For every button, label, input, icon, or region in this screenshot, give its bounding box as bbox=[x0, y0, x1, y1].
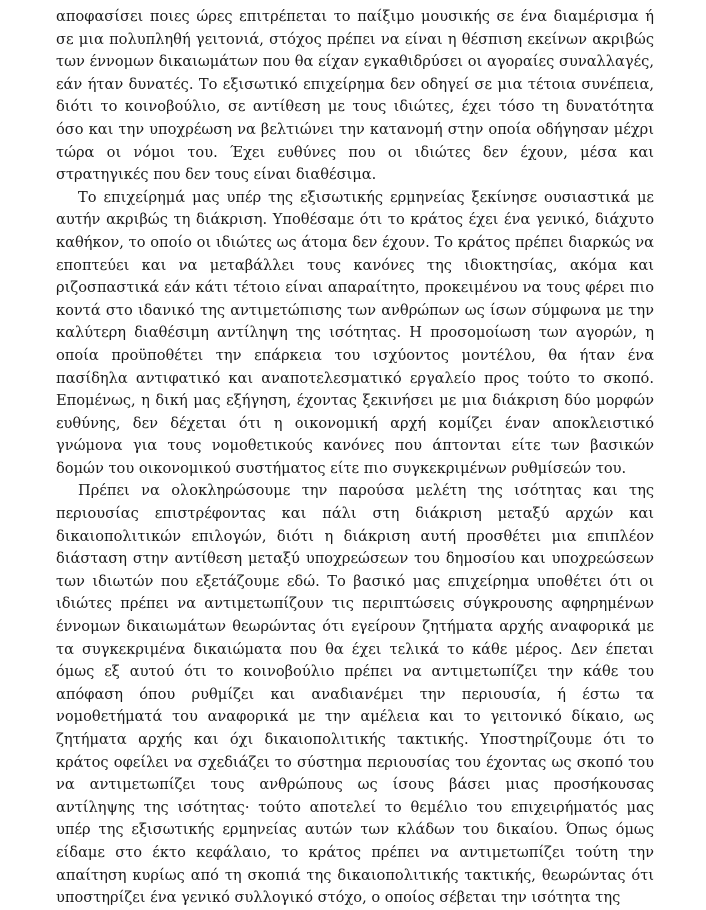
document-page bbox=[56, 6, 654, 910]
paragraph-continuation: αποφασίσει ποιες ώρες επιτρέπεται το παίξιμο μουσικής σε ένα διαμέρισμα ή σε μια πολυπληθή γειτονιά, στόχος πρέπει να είναι η θέσπιση εκείνων ακριβώς των έννομων δικαιωμάτων που θα είχαν εγκαθιδρύσει οι αγοραίες συναλλαγές, εάν ήταν δυνατές. Το εξισωτικό επιχείρημα δεν οδηγεί σε μια τέτοια συνέπεια, διότι το κοινοβούλιο, σε αντίθεση με τους ιδιώτες, έχει τόσο τη δυνατότητα όσο και την υποχρέωση να βελτιώνει την κατανομή στην οποία οδήγησαν μέχρι τώρα οι νόμοι του. Έχει ευθύνες που οι ιδιώτες δεν έχουν, μέσα και στρατηγικές που δεν τους είναι διαθέσιμα. bbox=[56, 8, 654, 184]
paragraph-argument: Το επιχείρημά μας υπέρ της εξισωτικής ερμηνείας ξεκίνησε ουσιαστικά με αυτήν ακριβώς τη διάκριση. Υποθέσαμε ότι το κράτος έχει ένα γενικό, διάχυτο καθήκον, το οποίο οι ιδιώτες ως άτομα δεν έχουν. Το κράτος πρέπει διαρκώς να εποπτεύει και να μεταβάλλει τους κανόνες της ιδιοκτησίας, ακόμα και ριζοσπαστικά εάν κάτι τέτοιο είναι απαραίτητο, προκειμένου να τους φέρει πιο κοντά στο ιδανικό της αντιμετώπισης των ανθρώπων ως ίσων σύμφωνα με την καλύτερη διαθέσιμη αντίληψη της ισότητας. Η προσομοίωση των αγορών, η οποία προϋποθέτει την επάρκεια του ισχύοντος μοντέλου, θα ήταν ένα πασίδηλα αντιφατικό και αναποτελεσματικό εργαλείο προς τούτο το σκοπό. Επομένως, η δική μας εξήγηση, έχοντας ξεκινήσει με μια διάκριση δύο μορφών ευθύνης, δεν δέχεται ότι η οικονομική αρχή κομίζει έναν αποκλειστικό γνώμονα για τους νομοθετικούς κανόνες που άπτονται είτε των βασικών δομών του οικονομικού συστήματος είτε πιο συγκεκριμένων ρυθμίσεών του. bbox=[56, 188, 654, 477]
paragraph-conclusion: Πρέπει να ολοκληρώσουμε την παρούσα μελέτη της ισότητας και της περιουσίας επιστρέφοντας και πάλι στη διάκριση μεταξύ αρχών και δικαιοπολιτικών επιλογών, διότι η διάκριση αυτή προσθέτει μια επιπλέον διάσταση στην αντίθεση μεταξύ υποχρεώσεων του δημοσίου και υποχρεώσεων των ιδιωτών που εξετάζουμε εδώ. Το βασικό μας επιχείρημα υποθέτει ότι οι ιδιώτες πρέπει να αντιμετωπίζουν τις περιπτώσεις σύγκρουσης αφηρημένων έννομων δικαιωμάτων θεωρώντας ότι εγείρουν ζητήματα αρχής αναφορικά με τα συγκεκριμένα δικαιώματα που θα έχει τελικά το κάθε μέρος. Δεν έπεται όμως εξ αυτού ότι το κοινοβούλιο πρέπει να αντιμετωπίζει την κάθε του απόφαση όπου ρυθμίζει και αναδιανέμει την περιουσία, ή έστω τα νομοθετήματά του αναφορικά με την αμέλεια και το γειτονικό δίκαιο, ως ζητήματα αρχής και όχι δικαιοπολιτικής τακτικής. Υποστηρίζουμε ότι το κράτος οφείλει να σχεδιάζει το σύστημα περιουσίας του έχοντας ως σκοπό του να αντιμετωπίζει τους ανθρώπους ως ίσους βάσει μιας προσήκουσας αντίληψης της ισότητας· τούτο αποτελεί το θεμέλιο του επιχειρήματός μας υπέρ της εξισωτικής ερμηνείας αυτών των κλάδων του δικαίου. Όπως όμως είδαμε στο έκτο κεφάλαιο, το κράτος πρέπει να αντιμετωπίζει τούτη την απαίτηση κυρίως από τη σκοπιά της δικαιοπολιτικής τακτικής, θεωρώντας ότι υποστηρίζει ένα γενικό συλλογικό στόχο, ο οποίος σέβεται την ισότητα της bbox=[56, 482, 654, 907]
